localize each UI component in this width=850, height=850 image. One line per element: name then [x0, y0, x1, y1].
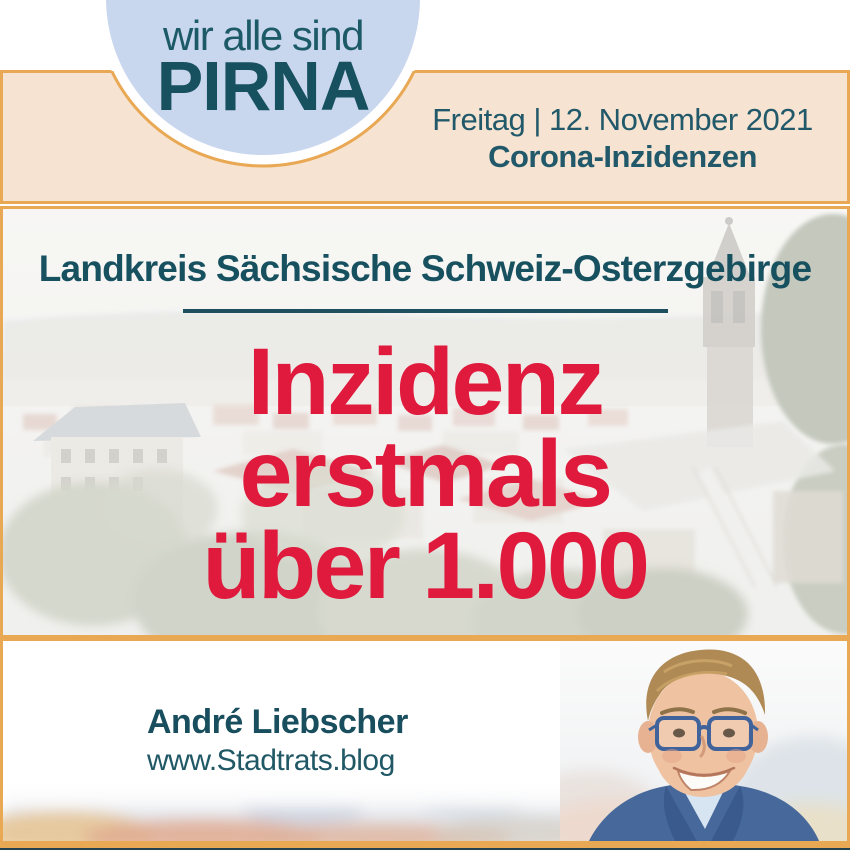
logo-tagline: wir alle sind — [163, 12, 363, 59]
region-title: Landkreis Sächsische Schweiz-Osterzgebirge — [38, 248, 812, 289]
author-block — [147, 701, 408, 779]
headline-line: Inzidenz — [247, 329, 603, 435]
bottom-border-bar — [0, 841, 850, 850]
date-text: Freitag | 12. November 2021 — [432, 102, 813, 137]
logo-name: PIRNA — [156, 47, 370, 125]
divider-line — [183, 309, 668, 313]
city-skyline-photo — [3, 781, 603, 843]
headline — [3, 329, 847, 619]
date-banner — [430, 101, 815, 175]
headline-line: über 1.000 — [202, 513, 648, 619]
town-photo — [0, 206, 850, 641]
topic-text: Corona-Inzidenzen — [488, 139, 757, 174]
portrait-photo — [560, 641, 847, 843]
author-name: André Liebscher — [147, 703, 408, 741]
footer-card — [0, 641, 850, 843]
website-url: www.Stadtrats.blog — [147, 744, 395, 777]
headline-line: erstmals — [239, 421, 611, 527]
